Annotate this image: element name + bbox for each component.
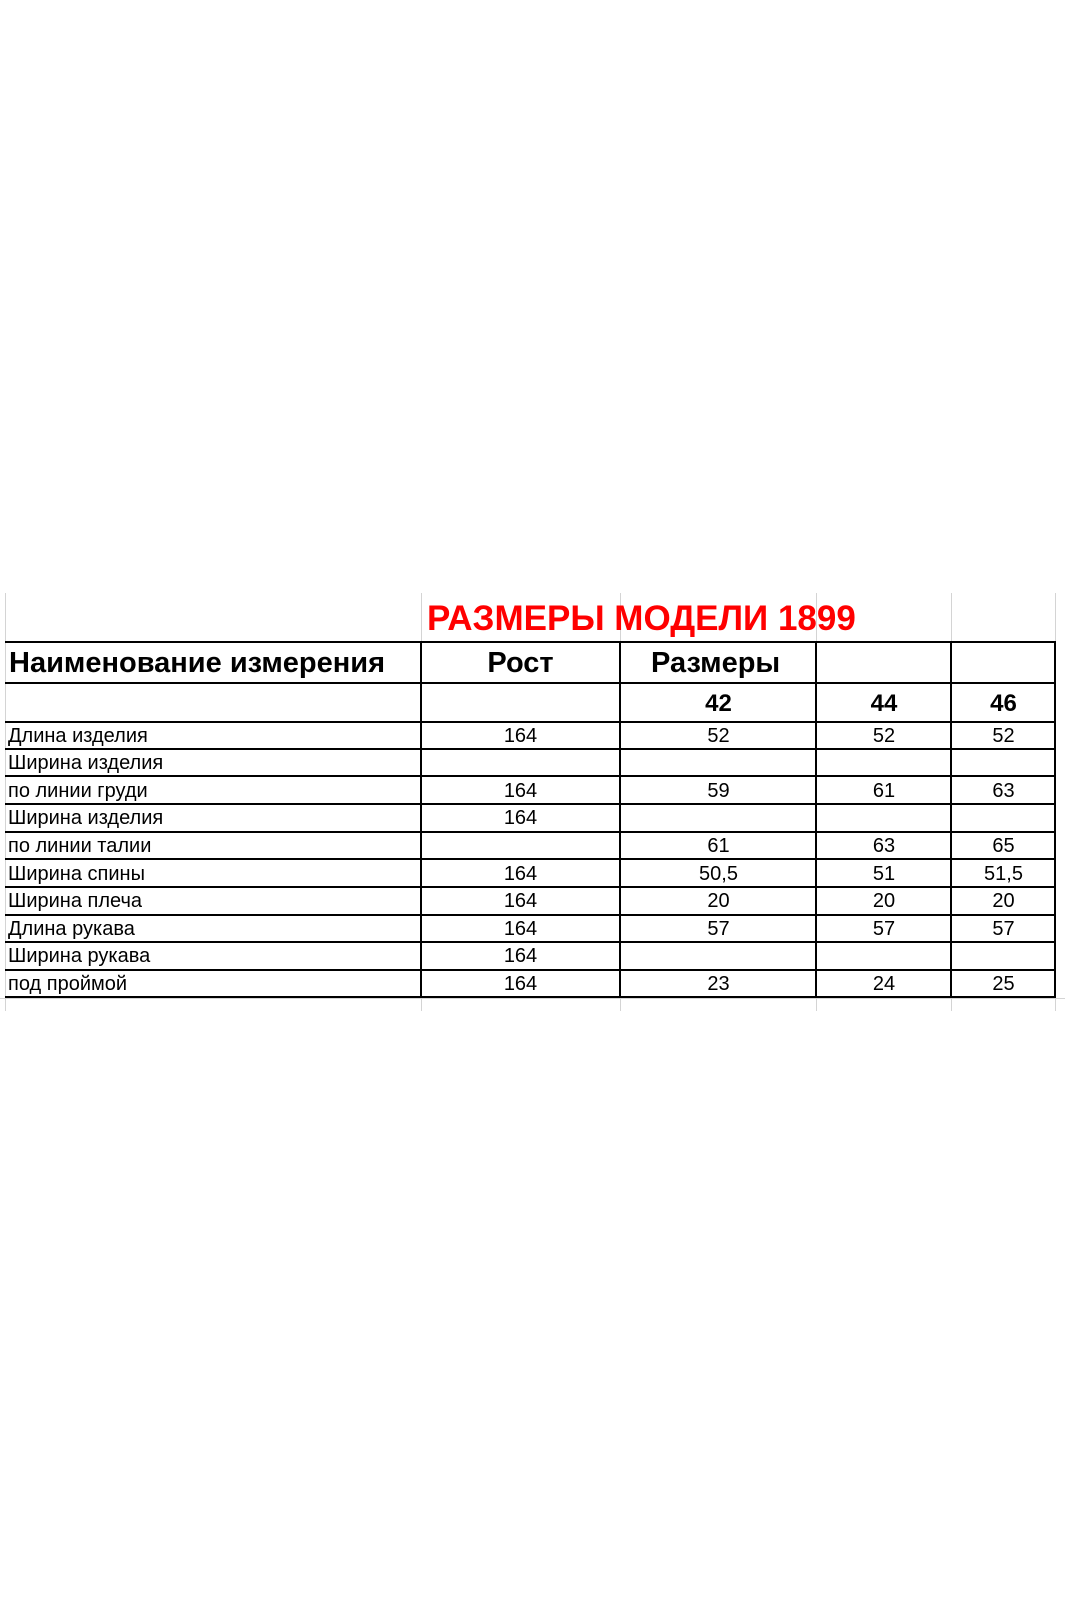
table-border (5, 969, 1056, 971)
row-size-46: 52 (992, 725, 1015, 747)
table-border (5, 803, 1056, 805)
table-border (5, 775, 1056, 777)
table-border (5, 641, 1056, 643)
row-label: Ширина спины (8, 863, 145, 885)
row-size-44: 20 (872, 890, 896, 912)
size-44: 44 (870, 690, 898, 717)
row-size-46: 57 (992, 918, 1015, 940)
row-label: Длина рукава (8, 918, 135, 940)
row-size-42: 57 (707, 918, 730, 940)
row-size-42: 23 (707, 973, 730, 995)
row-label: по линии талии (8, 835, 152, 857)
row-size-44: 63 (872, 835, 896, 857)
table-border (5, 886, 1056, 888)
table-border (5, 831, 1056, 833)
row-size-46: 63 (992, 780, 1015, 802)
row-size-46: 20 (992, 890, 1015, 912)
table-border (5, 914, 1056, 916)
row-height: 164 (503, 890, 538, 912)
row-label: Длина изделия (8, 725, 148, 747)
table-border (5, 748, 1056, 750)
row-size-42: 20 (707, 890, 730, 912)
row-label: по линии груди (8, 780, 148, 802)
row-height: 164 (503, 918, 538, 940)
row-size-42: 59 (707, 780, 730, 802)
header-measurement: Наименование измерения (9, 647, 386, 679)
row-label: Ширина рукава (8, 945, 151, 967)
row-size-46: 65 (992, 835, 1015, 857)
table-border (5, 721, 1056, 723)
size-chart-sheet (0, 593, 1065, 1011)
row-size-44: 57 (872, 918, 896, 940)
table-border (5, 941, 1056, 943)
size-42: 42 (705, 690, 732, 717)
row-height: 164 (503, 945, 538, 967)
row-size-42: 52 (707, 725, 730, 747)
row-size-46: 51,5 (984, 863, 1023, 885)
header-height: Рост (487, 647, 554, 679)
row-label: Ширина изделия (8, 752, 164, 774)
row-label: под проймой (8, 973, 128, 995)
row-height: 164 (503, 780, 538, 802)
row-height: 164 (503, 973, 538, 995)
table-border (5, 996, 1056, 998)
row-size-42: 50,5 (699, 863, 738, 885)
size-46: 46 (990, 690, 1017, 717)
row-size-44: 24 (872, 973, 896, 995)
row-size-46: 25 (992, 973, 1015, 995)
table-border (5, 858, 1056, 860)
header-sizes: Размеры (651, 647, 781, 679)
gridline (5, 593, 6, 1011)
row-size-42: 61 (707, 835, 730, 857)
row-height: 164 (503, 863, 538, 885)
page-title: РАЗМЕРЫ МОДЕЛИ 1899 (427, 599, 856, 638)
row-height: 164 (503, 807, 538, 829)
row-size-44: 52 (872, 725, 896, 747)
row-height: 164 (503, 725, 538, 747)
gridline (0, 998, 1065, 999)
row-label: Ширина изделия (8, 807, 164, 829)
row-label: Ширина плеча (8, 890, 143, 912)
row-size-44: 61 (872, 780, 896, 802)
table-border (5, 682, 1056, 684)
row-size-44: 51 (872, 863, 896, 885)
